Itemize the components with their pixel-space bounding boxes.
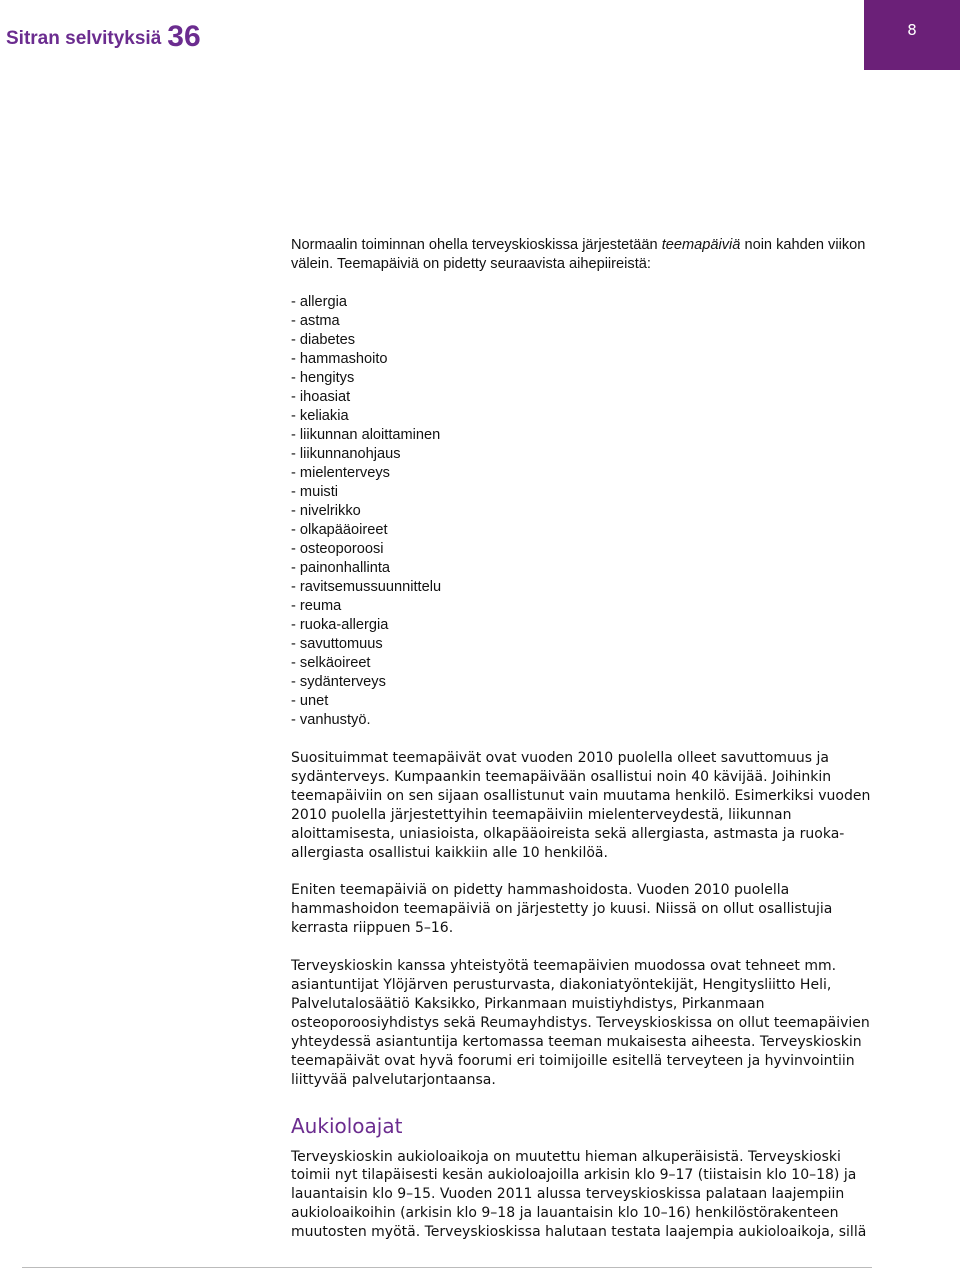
cooperation-paragraph: Terveyskioskin kanssa yhteistyötä teemapäivien muodossa ovat tehneet mm. asiantuntijat Ylöjärven perusturvasta, diakoniatyöntekijät, Hengitysliitto Heli, Palvelutalosäätiö Kaksikko, Pirkanmaan muistiyhdistys, Pirkanmaan osteoporoosiyhdistys sekä Reumayhdistys. Terveyskioskissa on ollut teemapäivien yhteydessä asiantuntija kertomassa teeman mukaisesta aiheesta. Terveyskioskin teemapäivät ovat hyvä foorumi eri toimijoille esitellä terveyteen ja hyvinvointiin liittyvää palvelutarjontaansa.: [291, 958, 870, 1088]
list-item: - osteoporoosi: [291, 541, 384, 557]
dental-themes-paragraph: Eniten teemapäiviä on pidetty hammashoidosta. Vuoden 2010 puolella hammashoidon teemapäiviä on järjestetty jo kuusi. Niissä on ollut osallistujia kerrasta riippuen 5–16.: [291, 882, 833, 937]
publication-series-title: [6, 18, 201, 52]
list-item: - mielenterveys: [291, 465, 390, 481]
list-item: - vanhustyö.: [291, 712, 371, 728]
page-number: 8: [907, 21, 917, 39]
opening-hours-paragraph: Terveyskioskin aukioloaikoja on muutettu hieman alkuperäisistä. Terveyskioski toimii nyt tilapäisesti kesän aukioloajoilla arkisin klo 9–17 (tiistaisin klo 10–18) ja lauantaisin klo 9–15. Vuoden 2011 alussa terveyskioskissa palataan laajempiin aukioloaikoihin (arkisin klo 9–18 ja lauantaisin klo 10–16) henkilöstörakenteen muutosten myötä. Terveyskioskissa halutaan testata laajempia aukioloaikoja, sillä: [291, 1148, 867, 1241]
series-number: 36: [167, 20, 201, 53]
list-item: - hammashoito: [291, 351, 388, 367]
list-item: - allergia: [291, 294, 347, 310]
list-item: - unet: [291, 693, 329, 709]
list-item: - liikunnanohjaus: [291, 446, 401, 462]
list-item: - painonhallinta: [291, 560, 390, 576]
list-item: - hengitys: [291, 370, 355, 386]
intro-paragraph: Normaalin toiminnan ohella terveyskioskissa järjestetään teemapäiviä noin kahden viikon välein. Teemapäiviä on pidetty seuraavista aihepiireistä:: [291, 237, 866, 272]
page-number-box: [864, 0, 960, 70]
list-item: - sydänterveys: [291, 674, 386, 690]
section-heading: Aukioloajat: [291, 1113, 403, 1138]
list-item: - nivelrikko: [291, 503, 361, 519]
footer-divider: [22, 1267, 872, 1268]
list-item: - ravitsemussuunnittelu: [291, 579, 442, 595]
list-item: - ihoasiat: [291, 389, 351, 405]
series-name: Sitran selvityksiä: [6, 28, 162, 49]
list-item: - olkapääoireet: [291, 522, 388, 538]
list-item: - astma: [291, 313, 340, 329]
main-content: [291, 236, 881, 1242]
list-item: - savuttomuus: [291, 636, 383, 652]
list-item: - muisti: [291, 484, 339, 500]
list-item: - reuma: [291, 598, 342, 614]
topic-list: [291, 293, 881, 730]
emphasized-term: teemapäiviä: [661, 237, 741, 253]
list-item: - diabetes: [291, 332, 356, 348]
list-item: - selkäoireet: [291, 655, 371, 671]
list-item: - ruoka-allergia: [291, 617, 389, 633]
list-item: - keliakia: [291, 408, 349, 424]
popular-themes-paragraph: Suosituimmat teemapäivät ovat vuoden 2010 puolella olleet savuttomuus ja sydänterveys. Kumpaankin teemapäivään osallistui noin 40 kävijää. Joihinkin teemapäiviin on sen sijaan osallistunut vain muutama henkilö. Esimerkiksi vuoden 2010 puolella järjestettyihin teemapäiviin mielenterveydestä, liikunnan aloittamisesta, uniasioista, olkapääoireista sekä allergiasta, astmasta ja ruoka-allergiasta osallistui kaikkiin alle 10 henkilöä.: [291, 750, 871, 861]
list-item: - liikunnan aloittaminen: [291, 427, 441, 443]
